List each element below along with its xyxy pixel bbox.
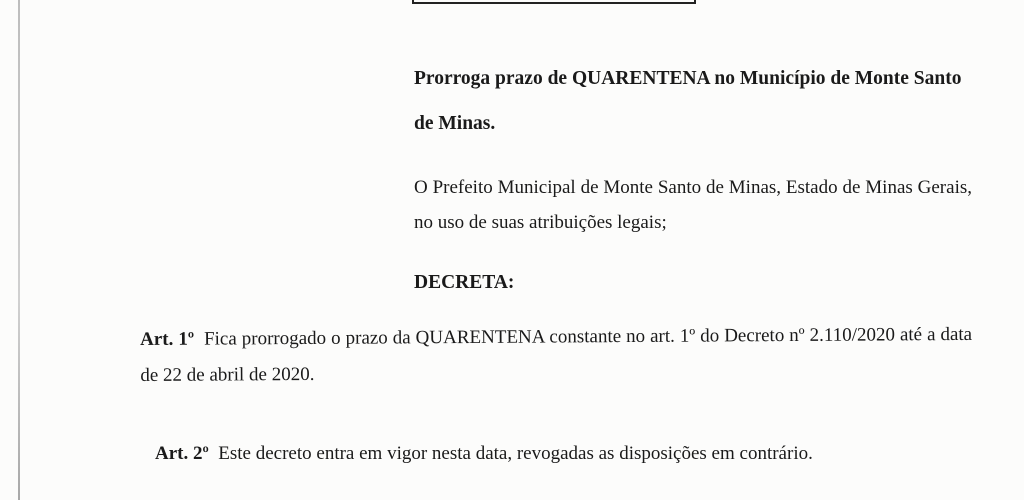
header-box	[412, 0, 696, 4]
scan-edge-line	[18, 0, 20, 500]
article-1-text: Fica prorrogado o prazo da QUARENTENA constante no art. 1º do Decreto nº 2.110/2020 até a data de 22 de abril de 2020.	[140, 323, 973, 386]
cut-off-text-line	[160, 494, 580, 500]
decree-preamble: O Prefeito Municipal de Monte Santo de Minas, Estado de Minas Gerais, no uso de suas atribuições legais;	[414, 177, 972, 233]
decreta-heading: DECRETA:	[414, 272, 515, 293]
article-2-label: Art. 2º	[155, 443, 209, 464]
article-2	[155, 440, 975, 468]
decree-summary: Prorroga prazo de QUARENTENA no Município de Monte Santo de Minas.	[414, 68, 962, 134]
article-1-label: Art. 1º	[140, 328, 195, 350]
article-1	[140, 317, 972, 394]
article-2-text: Este decreto entra em vigor nesta data, revogadas as disposições em contrário.	[218, 443, 813, 464]
